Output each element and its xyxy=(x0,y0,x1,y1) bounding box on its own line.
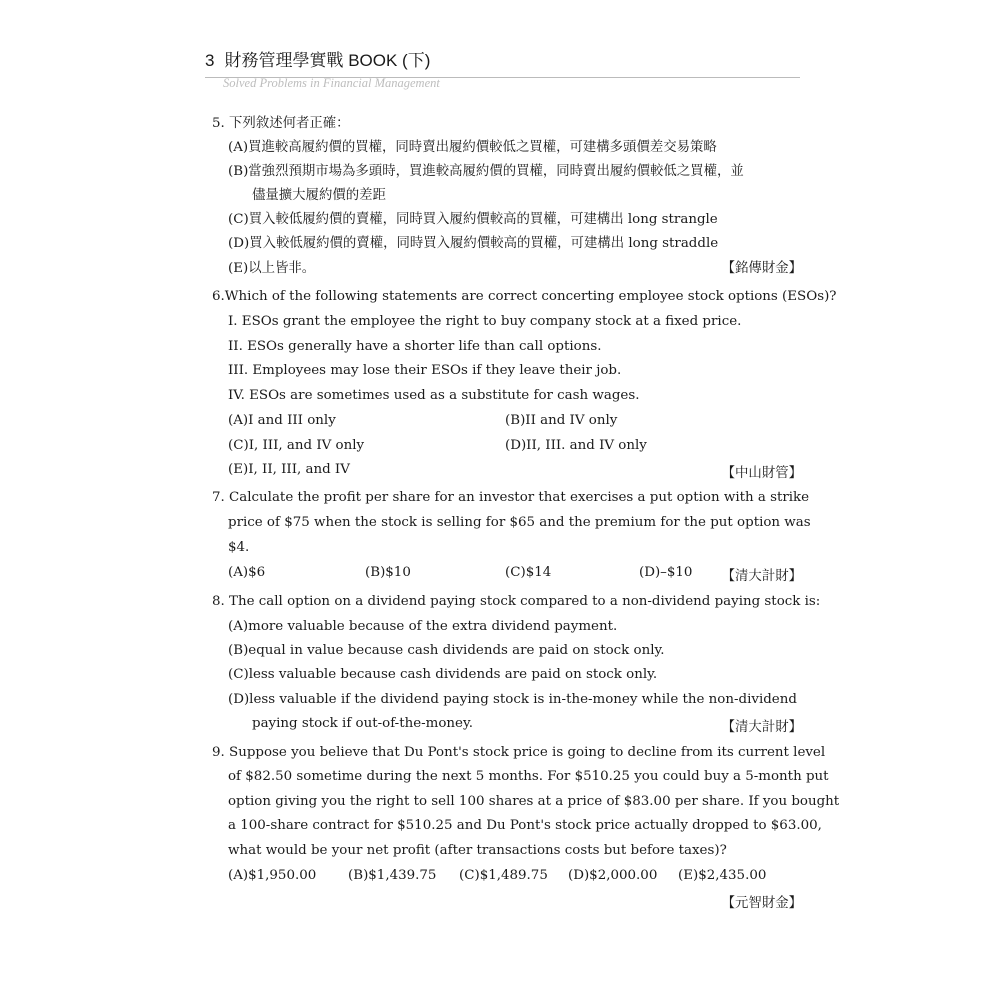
statement-iii: III. Employees may lose their ESOs if they leave their job. xyxy=(228,363,622,378)
option-b: (B)II and IV only xyxy=(505,413,618,428)
question-stem: 7. Calculate the profit per share for an investor that exercises a put option with a strike xyxy=(212,490,810,505)
book-subtitle: Solved Problems in Financial Management xyxy=(223,76,440,90)
option-b: (B)equal in value because cash dividends are paid on stock only. xyxy=(228,643,665,658)
question-stem: 5. 下列敘述何者正確： xyxy=(212,116,350,131)
statement-iv: IV. ESOs are sometimes used as a substitute for cash wages. xyxy=(228,388,640,403)
option-c: (C)$14 xyxy=(505,565,552,580)
option-e: (E)I, II, III, and IV xyxy=(228,462,350,477)
option-b: (B)當強烈預期市場為多頭時，買進較高履約價的買權，同時賣出履約價較低之買權，並 xyxy=(228,164,744,179)
question-source: 【中山財管】 xyxy=(721,466,802,481)
option-d: (D)$2,000.00 xyxy=(568,868,658,883)
question-5 xyxy=(212,112,802,282)
question-stem-line-2: of $82.50 sometime during the next 5 months. For $510.25 you could buy a 5-month put xyxy=(228,769,829,784)
option-b: (B)$1,439.75 xyxy=(348,868,437,883)
question-source: 【清大計財】 xyxy=(721,569,802,584)
option-d-continued: paying stock if out-of-the-money. xyxy=(252,716,473,731)
option-d: (D)less valuable if the dividend paying stock is in-the-money while the non-dividend xyxy=(228,692,797,707)
option-a: (A)I and III only xyxy=(228,413,336,428)
header-title-row xyxy=(205,46,805,71)
question-source: 【元智財金】 xyxy=(721,896,802,911)
option-d: (D)買入較低履約價的賣權，同時買入履約價較高的買權，可建構出 long straddle xyxy=(228,236,719,251)
option-d: (D)II, III. and IV only xyxy=(505,438,647,453)
statement-i: I. ESOs grant the employee the right to buy company stock at a fixed price. xyxy=(228,314,742,329)
question-stem-line-5: what would be your net profit (after transactions costs but before taxes)? xyxy=(228,843,727,858)
book-title: 財務管理學實戰 BOOK (下) xyxy=(224,51,431,70)
question-8 xyxy=(212,594,821,735)
question-source: 【清大計財】 xyxy=(721,720,802,735)
question-stem-line-2: price of $75 when the stock is selling for $65 and the premium for the put option was xyxy=(228,515,811,530)
option-c: (C)less valuable because cash dividends are paid on stock only. xyxy=(228,667,658,682)
option-e: (E)以上皆非。 xyxy=(228,261,316,276)
option-c: (C)$1,489.75 xyxy=(459,868,548,883)
question-stem: 6.Which of the following statements are correct concerting employee stock options (ESOs)? xyxy=(212,289,837,304)
statement-ii: II. ESOs generally have a shorter life than call options. xyxy=(228,339,602,354)
option-a: (A)買進較高履約價的買權，同時賣出履約價較低之買權，可建構多頭價差交易策略 xyxy=(228,140,717,155)
question-stem-line-3: option giving you the right to sell 100 shares at a price of $83.00 per share. If you bought xyxy=(228,794,840,809)
option-d: (D)–$10 xyxy=(639,565,693,580)
question-9 xyxy=(212,745,840,915)
question-stem-line-3: $4. xyxy=(228,540,250,555)
page-number: 3 xyxy=(205,51,215,70)
option-a: (A)$6 xyxy=(228,565,266,580)
option-a: (A)more valuable because of the extra dividend payment. xyxy=(228,619,618,634)
option-b: (B)$10 xyxy=(365,565,411,580)
option-b-continued: 儘量擴大履約價的差距 xyxy=(252,188,386,203)
option-c: (C)買入較低履約價的賣權，同時買入履約價較高的買權，可建構出 long strangle xyxy=(228,212,718,227)
option-a: (A)$1,950.00 xyxy=(228,868,317,883)
option-e: (E)$2,435.00 xyxy=(678,868,767,883)
question-stem-line-4: a 100-share contract for $510.25 and Du Pont's stock price actually dropped to $63.00, xyxy=(228,818,822,833)
question-stem: 8. The call option on a dividend paying stock compared to a non-dividend paying stock is: xyxy=(212,594,821,609)
option-c: (C)I, III, and IV only xyxy=(228,438,365,453)
question-source: 【銘傳財金】 xyxy=(721,261,802,276)
page-header xyxy=(205,46,805,92)
question-6 xyxy=(212,289,837,484)
header-subtitle-row xyxy=(205,73,805,92)
question-7 xyxy=(212,490,811,585)
question-stem: 9. Suppose you believe that Du Pont's stock price is going to decline from its current level xyxy=(212,745,826,760)
